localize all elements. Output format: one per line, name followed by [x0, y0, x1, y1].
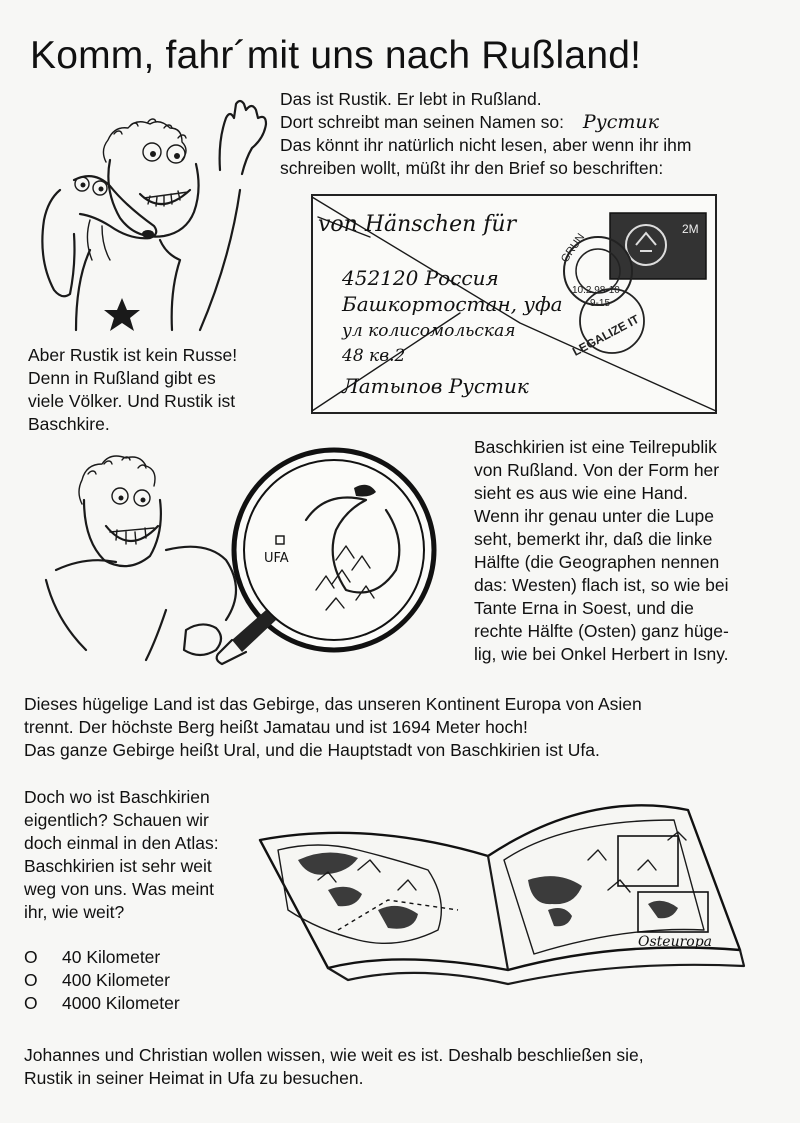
envelope-illustration [310, 193, 718, 415]
atlas-illustration [258, 800, 748, 990]
middle-text [24, 693, 784, 762]
question-line: ihr, wie weit? [24, 902, 125, 922]
question-line: doch einmal in den Atlas: [24, 833, 219, 853]
intro-text [280, 88, 780, 180]
rustik-cyrillic-name: Рустик [582, 111, 659, 133]
right-text-line: Hälfte (die Geographen nennen [474, 552, 720, 572]
right-text-line: sieht es aus wie eine Hand. [474, 483, 689, 503]
rustik-with-dog-illustration [30, 100, 280, 335]
right-text-line: Wenn ihr genau unter die Lupe [474, 506, 714, 526]
envelope-address-line-4: 48 кв.2 [342, 346, 406, 366]
bottom-text [24, 1044, 784, 1090]
right-text-line: seht, bemerkt ihr, daß die linke [474, 529, 713, 549]
intro-line-4: schreiben wollt, müßt ihr den Brief so beschriften: [280, 158, 664, 178]
postmark-top: GRUN [558, 231, 588, 265]
middle-text-line: trennt. Der höchste Berg heißt Jamatau und ist 1694 Meter hoch! [24, 717, 528, 737]
question-line: Doch wo ist Baschkirien [24, 787, 210, 807]
question-line: Baschkirien ist sehr weit [24, 856, 212, 876]
option-radio-marker[interactable]: O [24, 993, 38, 1013]
bottom-text-line: Johannes und Christian wollen wissen, wie weit es ist. Deshalb beschließen sie, [24, 1045, 644, 1065]
stamp-value: 2M [682, 222, 699, 236]
postmark-date: 10.2.98-10 [572, 285, 620, 296]
envelope-address-line-3: ул колисомольская [342, 321, 516, 341]
right-text-line: Tante Erna in Soest, und die [474, 598, 694, 618]
left-note-line: viele Völker. Und Rustik ist [28, 391, 236, 411]
left-note-line: Aber Rustik ist kein Russe! [28, 345, 238, 365]
legalize-stamp-text: LEGALIZE IT [570, 311, 642, 359]
middle-text-line: Das ganze Gebirge heißt Ural, und die Hauptstadt von Baschkirien ist Ufa. [24, 740, 600, 760]
intro-line-3: Das könnt ihr natürlich nicht lesen, aber wenn ihr ihm [280, 135, 692, 155]
option-label: 400 Kilometer [62, 970, 170, 990]
question-line: weg von uns. Was meint [24, 879, 214, 899]
option-400-km[interactable] [24, 969, 264, 992]
envelope-address-line-2: Башкортостан, уфа [342, 292, 563, 316]
intro-line-2 [280, 111, 780, 134]
right-text-line: lig, wie bei Onkel Herbert in Isny. [474, 644, 729, 664]
intro-line-2-prefix: Dort schreibt man seinen Namen so: [280, 112, 565, 132]
ufa-map-label: UFA [264, 551, 289, 566]
atlas-label: Osteuropa [638, 934, 713, 950]
option-label: 4000 Kilometer [62, 993, 180, 1013]
option-40-km[interactable] [24, 946, 264, 969]
option-radio-marker[interactable]: O [24, 947, 38, 967]
right-text-line: das: Westen) flach ist, so wie bei [474, 575, 729, 595]
intro-line-1: Das ist Rustik. Er lebt in Rußland. [280, 89, 542, 109]
envelope-address-line-1: 452120 Россия [342, 266, 499, 290]
option-4000-km[interactable] [24, 992, 264, 1015]
question-text [24, 786, 264, 924]
right-text-line: Baschkirien ist eine Teilrepublik [474, 437, 717, 457]
postmark-time: 9-15 [590, 298, 611, 309]
magnifying-glass-illustration [36, 440, 456, 665]
option-radio-marker[interactable]: O [24, 970, 38, 990]
question-line: eigentlich? Schauen wir [24, 810, 209, 830]
distance-options [24, 946, 264, 1015]
right-text-line: von Rußland. Von der Form her [474, 460, 720, 480]
middle-text-line: Dieses hügelige Land ist das Gebirge, das unseren Kontinent Europa von Asien [24, 694, 642, 714]
left-note-line: Baschkire. [28, 414, 110, 434]
envelope-address-line-5: Латыпов Рустик [342, 374, 529, 398]
left-note-line: Denn in Rußland gibt es [28, 368, 216, 388]
left-note [28, 344, 288, 436]
right-text-line: rechte Hälfte (Osten) ganz hüge- [474, 621, 729, 641]
envelope-from-line: von Hänschen für [318, 212, 517, 237]
option-label: 40 Kilometer [62, 947, 161, 967]
page-title: Komm, fahr´mit uns nach Rußland! [30, 34, 642, 77]
bottom-text-line: Rustik in seiner Heimat in Ufa zu besuchen. [24, 1068, 364, 1088]
right-text [474, 436, 784, 666]
